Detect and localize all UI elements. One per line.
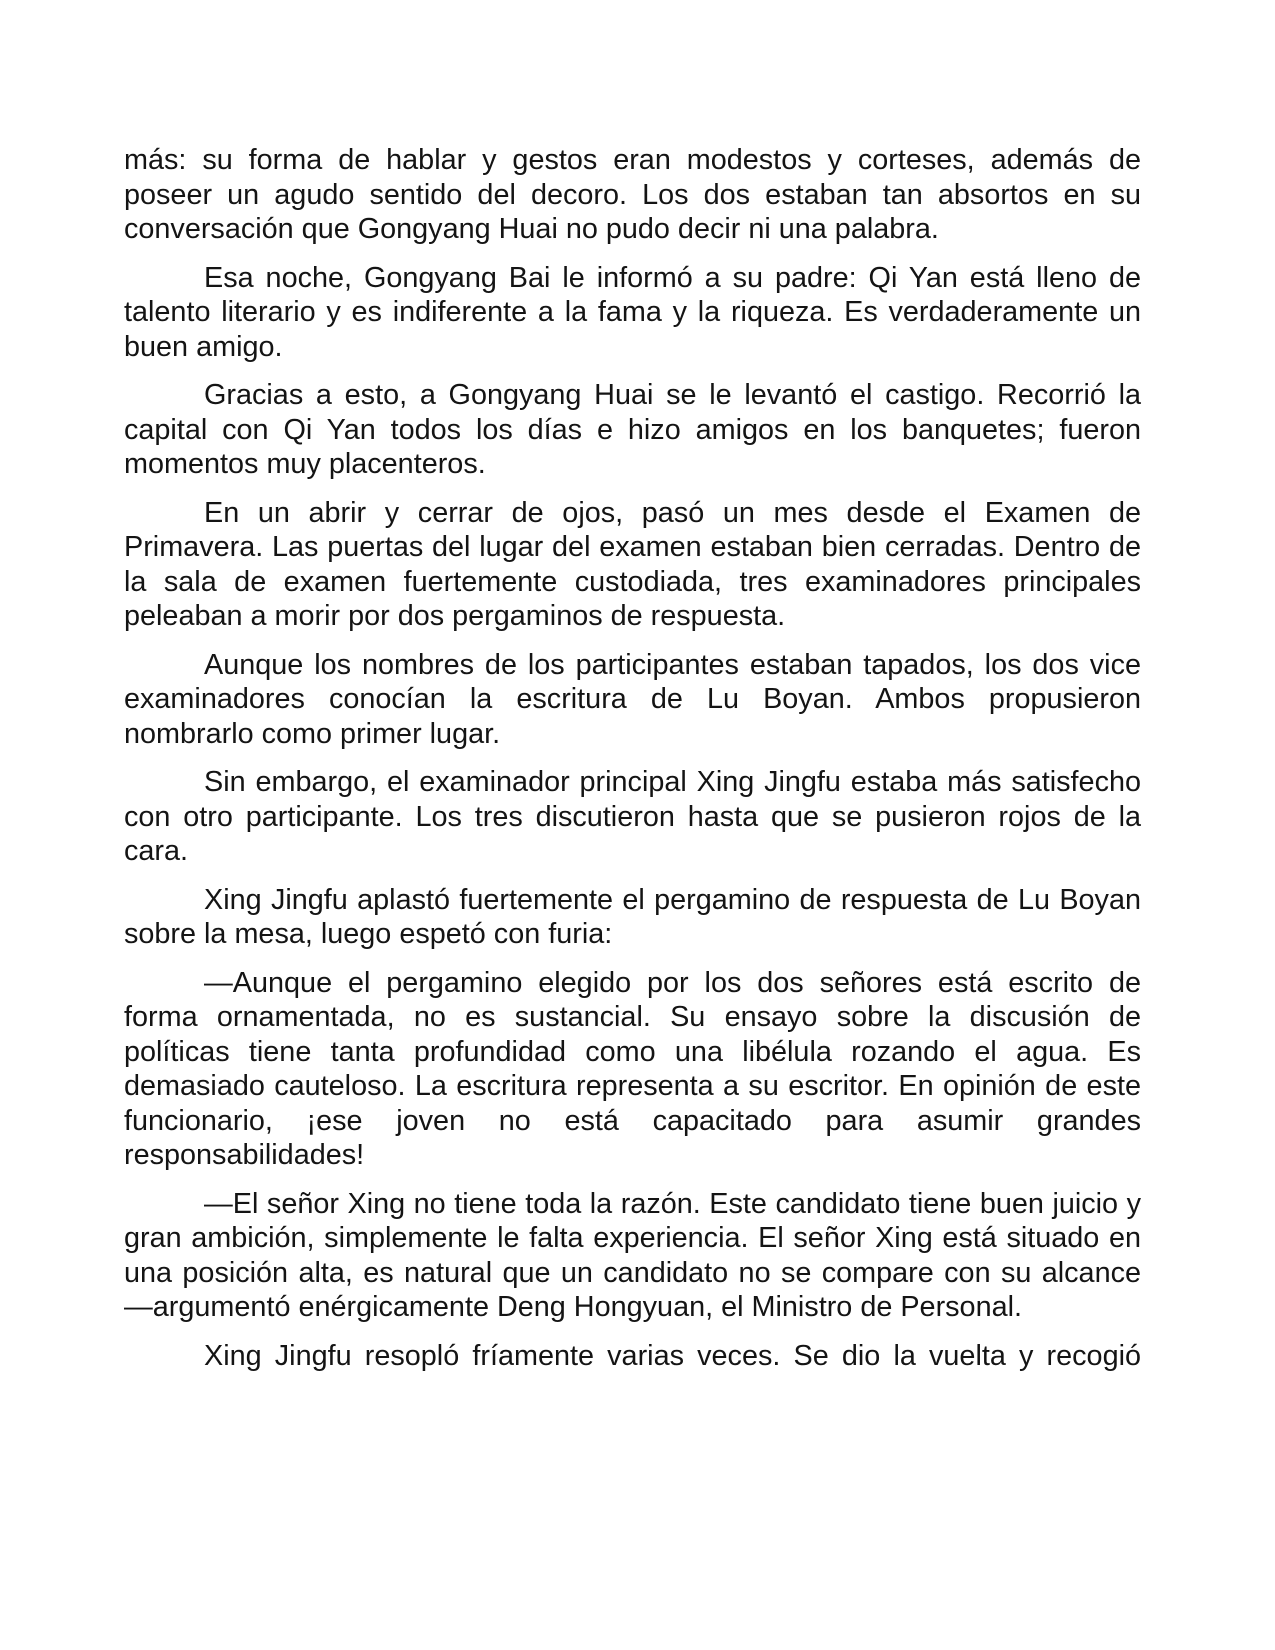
paragraph-6: Sin embargo, el examinador principal Xing Jingfu estaba más satisfecho con otro participante. Los tres discutieron hasta que se pusieron rojos de la cara. [124,766,1141,867]
paragraph-5: Aunque los nombres de los participantes estaban tapados, los dos vice examinadores conocían la escritura de Lu Boyan. Ambos propusieron nombrarlo como primer lugar. [124,648,1141,750]
paragraph-3: Gracias a esto, a Gongyang Huai se le levantó el castigo. Recorrió la capital con Qi Yan todos los días e hizo amigos en los banquetes; fueron momentos muy placenteros. [124,379,1141,480]
paragraph-9: —El señor Xing no tiene toda la razón. Este candidato tiene buen juicio y gran ambición, simplemente le falta experiencia. El señor Xing está situado en una posición alta, es natural que un candidato no se compare con su alcance —argumentó enérgicamente Deng Hongyuan, el Ministro de Personal. [124,1187,1141,1323]
paragraph-7: Xing Jingfu aplastó fuertemente el pergamino de respuesta de Lu Boyan sobre la mesa, luego espetó con furia: [124,883,1141,950]
paragraph-10: Xing Jingfu resopló fríamente varias veces. Se dio la vuelta y recogió [204,1339,1141,1372]
paragraph-2: Esa noche, Gongyang Bai le informó a su padre: Qi Yan está lleno de talento literario y es indiferente a la fama y la riqueza. Es verdaderamente un buen amigo. [124,261,1141,363]
paragraph-1: más: su forma de hablar y gestos eran modestos y corteses, además de poseer un agudo sentido del decoro. Los dos estaban tan absortos en su conversación que Gongyang Huai no pudo decir ni una palabra. [124,144,1141,245]
document-page [124,143,1141,1387]
paragraph-4: En un abrir y cerrar de ojos, pasó un mes desde el Examen de Primavera. Las puertas del lugar del examen estaban bien cerradas. Dentro de la sala de examen fuertemente custodiada, tres examinadores principales peleaban a morir por dos pergaminos de respuesta. [124,496,1141,632]
paragraph-8: —Aunque el pergamino elegido por los dos señores está escrito de forma ornamentada, no es sustancial. Su ensayo sobre la discusión de políticas tiene tanta profundidad como una libélula rozando el agua. Es demasiado cauteloso. La escritura representa a su escritor. En opinión de este funcionario, ¡ese joven no está capacitado para asumir grandes responsabilidades! [124,966,1141,1171]
